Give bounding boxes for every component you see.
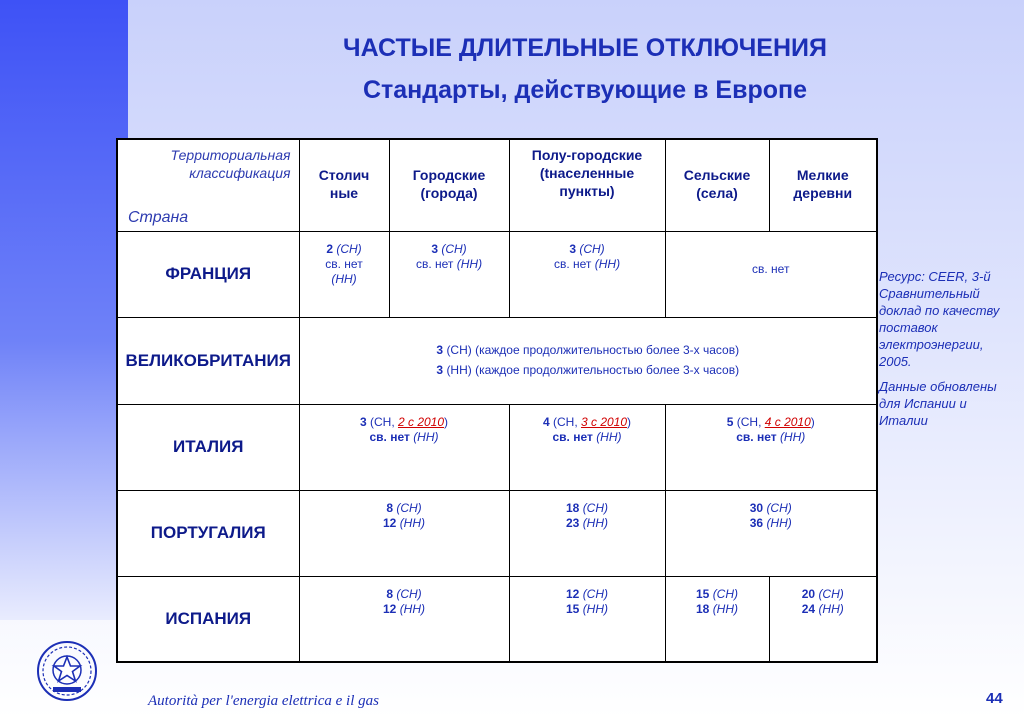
header-capital: Столич ные: [299, 139, 389, 231]
table-row-italy: [117, 404, 877, 490]
standards-table: [116, 138, 878, 663]
country-france: ФРАНЦИЯ: [117, 231, 299, 317]
portugal-cell-2: 18 (СН) 23 (НН): [509, 490, 665, 576]
spain-cell-2: 12 (СН) 15 (НН): [509, 576, 665, 662]
country-italy: ИТАЛИЯ: [117, 404, 299, 490]
portugal-cell-1: 8 (СН) 12 (НН): [299, 490, 509, 576]
table-row-france: [117, 231, 877, 317]
page-number: 44: [986, 690, 1003, 707]
france-urban-cell: 3 (СН) св. нет (НН): [389, 231, 509, 317]
spain-cell-3: 15 (СН) 18 (НН): [665, 576, 769, 662]
left-decor-bar: [0, 0, 128, 620]
territorial-classification-label: Территориальная классификация: [170, 147, 291, 181]
spain-cell-1: 8 (СН) 12 (НН): [299, 576, 509, 662]
country-spain: ИСПАНИЯ: [117, 576, 299, 662]
header-rural: Сельские (села): [665, 139, 769, 231]
slide-title: ЧАСТЫЕ ДЛИТЕЛЬНЫЕ ОТКЛЮЧЕНИЯ: [343, 34, 827, 62]
spain-cell-4: 20 (СН) 24 (НН): [769, 576, 877, 662]
country-portugal: ПОРТУГАЛИЯ: [117, 490, 299, 576]
table-row-portugal: [117, 490, 877, 576]
italy-cell-3: 5 (СН, 4 с 2010) св. нет (НН): [665, 404, 877, 490]
update-note: Данные обновлены для Испании и Италии: [879, 379, 997, 428]
uk-values-cell: 3 (СН) (каждое продолжительностью более 3-х часов) 3 (НН) (каждое продолжительностью более 3-х часов): [299, 317, 877, 404]
country-column-label: Страна: [128, 208, 189, 226]
country-uk: ВЕЛИКОБРИТАНИЯ: [117, 317, 299, 404]
header-small-villages: Мелкие деревни: [769, 139, 877, 231]
france-suburban-cell: 3 (СН) св. нет (НН): [509, 231, 665, 317]
france-capital-cell: 2 (СН) св. нет (НН): [299, 231, 389, 317]
slide-subtitle: Стандарты, действующие в Европе: [362, 76, 807, 104]
table-row-uk: [117, 317, 877, 404]
footer-organization: Autorità per l'energia elettrica e il gas: [148, 693, 379, 709]
corner-cell: [117, 139, 299, 231]
source-text: Ресурс: CEER, 3-й Сравнительный доклад по качеству поставок электроэнергии, 2005.: [879, 269, 1000, 369]
italy-cell-2: 4 (СН, 3 с 2010) св. нет (НН): [509, 404, 665, 490]
table-row-spain: [117, 576, 877, 662]
italian-republic-emblem-icon: [36, 640, 98, 702]
header-urban: Городские (города): [389, 139, 509, 231]
italy-cell-1: 3 (СН, 2 с 2010) св. нет (НН): [299, 404, 509, 490]
source-note: [879, 268, 1019, 437]
portugal-cell-3: 30 (СН) 36 (НН): [665, 490, 877, 576]
header-suburban: Полу-городские (tнаселенные пункты): [509, 139, 665, 231]
france-rural-cell: св. нет: [665, 231, 877, 317]
table-header-row: [117, 139, 877, 231]
